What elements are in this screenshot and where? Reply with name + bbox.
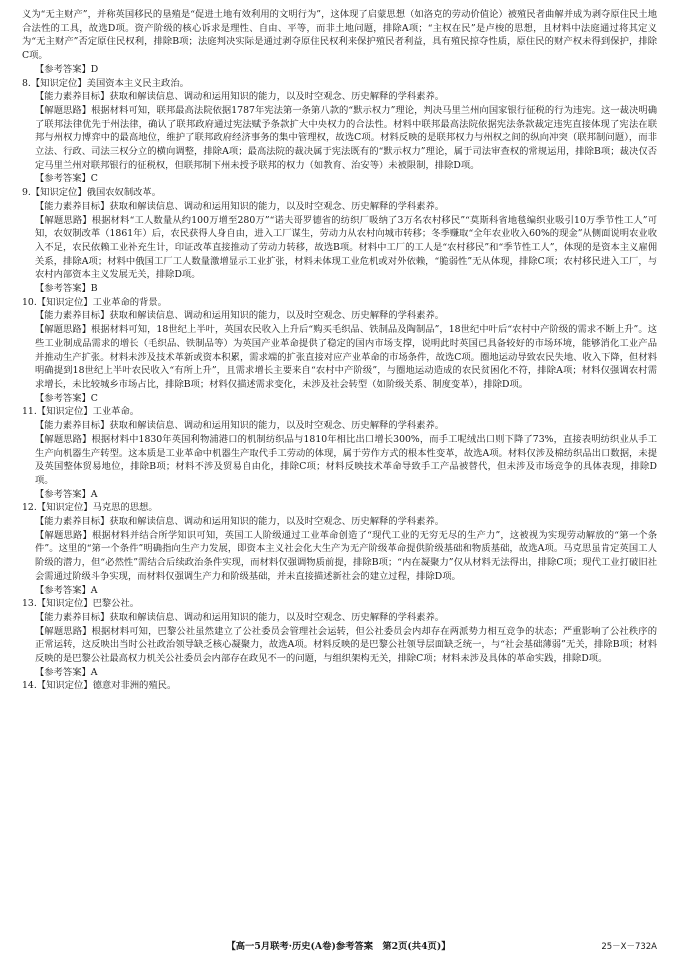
solution-thinking: 【解题思路】根据材料“工人数量从约100万增至280万”“诺夫哥罗德省的纺织厂吸纳了3万名农村移民”“莫斯科省地毯编织业吸引10万季节性工人”可知，农奴制改革（1861年）后，农民获得人身自由，进入工厂谋生，劳动力从农村向城市转移；冬季赚取“全年农业收入60%的现金”从侧面说明农业收入不足，农民依赖工业补充生计，印证改革直接推动了劳动力转移，故选B项。材料中工厂的工人是“农村移民”和“季节性工人”，体现的是资本主义雇佣关系，排除A项；材料中俄国工厂工人数量激增显示工业扩张，材料未体现工业危机或对外依赖，“脆弱性”无从体现，排除C项；农村移民进入工厂，与农村内部资本主义发展无关，排除D项。	[35, 214, 657, 281]
solution-thinking: 【解题思路】根据材料可知，联邦最高法院依据1787年宪法第一条第八款的“默示权力”理论，判决马里兰州向国家银行征税的行为违宪。这一裁决明确了联邦法律优先于州法律，确认了联邦政府通过宪法赋予条款扩大中央权力的合法性。材料中联邦最高法院依据宪法条款裁定违宪直接体现了宪法在联邦与州权力博弈中的最高地位，维护了联邦政府经济事务的集中管理权，故选C项。材料反映的是联邦权力与州权之间的纵向冲突（联邦制问题），而非立法、行政、司法三权分立的横向调整，排除A项；最高法院的裁决属于宪法既有的“默示权力”理论，属于司法审查权的常规运用，排除B项；裁决仅否定马里兰州对联邦银行的征税权，但联邦制下州未授予联邦的权力（如教育、治安等）未被限制，排除D项。	[35, 104, 657, 171]
question-head: 8.【知识定位】美国资本主义民主政治。	[22, 77, 189, 89]
reference-answer: 【参考答案】A	[35, 488, 98, 500]
question-head: 9.【知识定位】俄国农奴制改革。	[22, 187, 162, 199]
intro-text: 义为“无主财产”，并称英国移民的垦殖是“促进土地有效利用的文明行为”，这体现了启蒙思想（如洛克的劳动价值论）被殖民者曲解并成为剥夺原住民土地合法性的工具，故选D项。资产阶级的核心诉求是理性、自由、平等，而非土地问题，排除A项；“主权在民”是卢梭的思想，且材料中法庭通过将其定义为“无主财产”否定原住民权利，排除B项；法庭判决实际是通过剥夺原住民权利来保护殖民者利益，具有殖民掠夺性质，原住民的财产权未得到保护，排除C项。	[22, 9, 657, 62]
question-11	[22, 405, 657, 501]
question-head: 11.【知识定位】工业革命。	[22, 406, 140, 418]
question-head: 14.【知识定位】德意对非洲的殖民。	[22, 680, 177, 692]
question-8	[22, 77, 657, 187]
question-head: 10.【知识定位】工业革命的背景。	[22, 296, 167, 308]
ability-goal: 【能力素养目标】获取和解读信息、调动和运用知识的能力，以及时空观念、历史解释的学科素养。	[35, 420, 445, 432]
reference-answer: 【参考答案】C	[35, 173, 98, 185]
ability-goal: 【能力素养目标】获取和解读信息、调动和运用知识的能力，以及时空观念、历史解释的学科素养。	[35, 310, 445, 322]
intro-answer: 【参考答案】D	[35, 63, 99, 75]
intro-block	[22, 8, 657, 77]
ability-goal: 【能力素养目标】获取和解读信息、调动和运用知识的能力，以及时空观念、历史解释的学科素养。	[35, 611, 445, 623]
question-13	[22, 597, 657, 679]
solution-thinking: 【解题思路】根据材料中1830年英国利物浦港口的机制纺织品与1810年相比出口增长300%，而手工呢绒出口则下降了73%，直接表明纺织业从手工生产向机器生产转型。这本质是工业革命中机器生产取代手工劳动的体现，属于劳作方式的根本性变革，故选A项。材料仅涉及棉纺织品出口数据，未提及英国整体贸易地位，排除B项；材料不涉及贸易自由化，排除C项；材料反映技术革命导致手工产品被替代，但未涉及市场竞争的具体表现，排除D项。	[35, 433, 657, 486]
question-head: 13.【知识定位】巴黎公社。	[22, 598, 140, 610]
question-head: 12.【知识定位】马克思的思想。	[22, 502, 158, 514]
question-10	[22, 296, 657, 406]
ability-goal: 【能力素养目标】获取和解读信息、调动和运用知识的能力，以及时空观念、历史解释的学科素养。	[35, 91, 445, 103]
reference-answer: 【参考答案】A	[35, 666, 98, 678]
solution-thinking: 【解题思路】根据材料并结合所学知识可知，英国工人阶级通过工业革命创造了“现代工业的无穷无尽的生产力”，这被视为实现劳动解放的“第一个条件”。这里的“第一个条件”明确指向生产力发展，即资本主义社会化大生产为无产阶级革命提供阶级基础和物质基础，故选A项。马克思虽肯定英国工人阶级的潜力，但“必然性”需结合后续政治条件实现，而材料仅强调物质前提，排除B项；“内在凝聚力”仅从材料无法得出，排除C项；现代工业打破旧社会需通过阶级斗争实现，而材料仅强调生产力和阶级基础，并未直接描述新社会的建立过程，排除D项。	[35, 529, 657, 582]
question-12	[22, 501, 657, 597]
question-9	[22, 186, 657, 296]
question-14	[22, 679, 657, 693]
solution-thinking: 【解题思路】根据材料可知，18世纪上半叶，英国农民收入上升后“购买毛织品、铁制品及陶制品”，18世纪中叶后“农村中产阶级的需求不断上升”。这些工业制成品需求的增长（毛织品、铁制品等）为英国产业革命提供了稳定的国内市场支撑，说明此时英国已具备较好的市场环境，能够消化工业产品并推动生产扩张。材料未涉及技术革新或资本积累，需求端的扩张直接对应产业革命的市场条件，故选C项。圈地运动导致农民失地、收入下降，但材料明确提到18世纪上半叶农民收入“有所上升”，且需求增长主要来自“农村中产阶级”，与圈地运动造成的农民贫困化不符，排除A项；材料仅强调农村需求增长，未比较城乡市场占比，排除B项；材料仅描述需求变化，未涉及社会转型（如阶级关系、制度变革），排除D项。	[35, 324, 657, 390]
footer-code: 25－X－732A	[601, 942, 657, 952]
reference-answer: 【参考答案】A	[35, 584, 98, 596]
ability-goal: 【能力素养目标】获取和解读信息、调动和运用知识的能力，以及时空观念、历史解释的学科素养。	[35, 516, 445, 528]
solution-thinking: 【解题思路】根据材料可知，巴黎公社虽然建立了公社委员会管理社会运转，但公社委员会内却存在两派势力相互竞争的状态；严重影响了公社秩序的正常运转，这反映出当时公社政治领导缺乏核心凝聚力，故选A项。材料反映的是巴黎公社领导层面缺乏统一，与“社会基础薄弱”无关，排除B项；材料反映的是巴黎公社最高权力机关公社委员会内部存在政见不一的问题，与组织架构无关，排除C项；材料未涉及具体的革命实践，排除D项。	[35, 625, 657, 665]
ability-goal: 【能力素养目标】获取和解读信息、调动和运用知识的能力，以及时空观念、历史解释的学科素养。	[35, 200, 445, 212]
page-footer	[0, 940, 677, 954]
reference-answer: 【参考答案】B	[35, 283, 98, 295]
reference-answer: 【参考答案】C	[35, 392, 98, 404]
footer-title: 【高一5月联考·历史(A卷)参考答案 第2页(共4页)】	[226, 941, 451, 952]
